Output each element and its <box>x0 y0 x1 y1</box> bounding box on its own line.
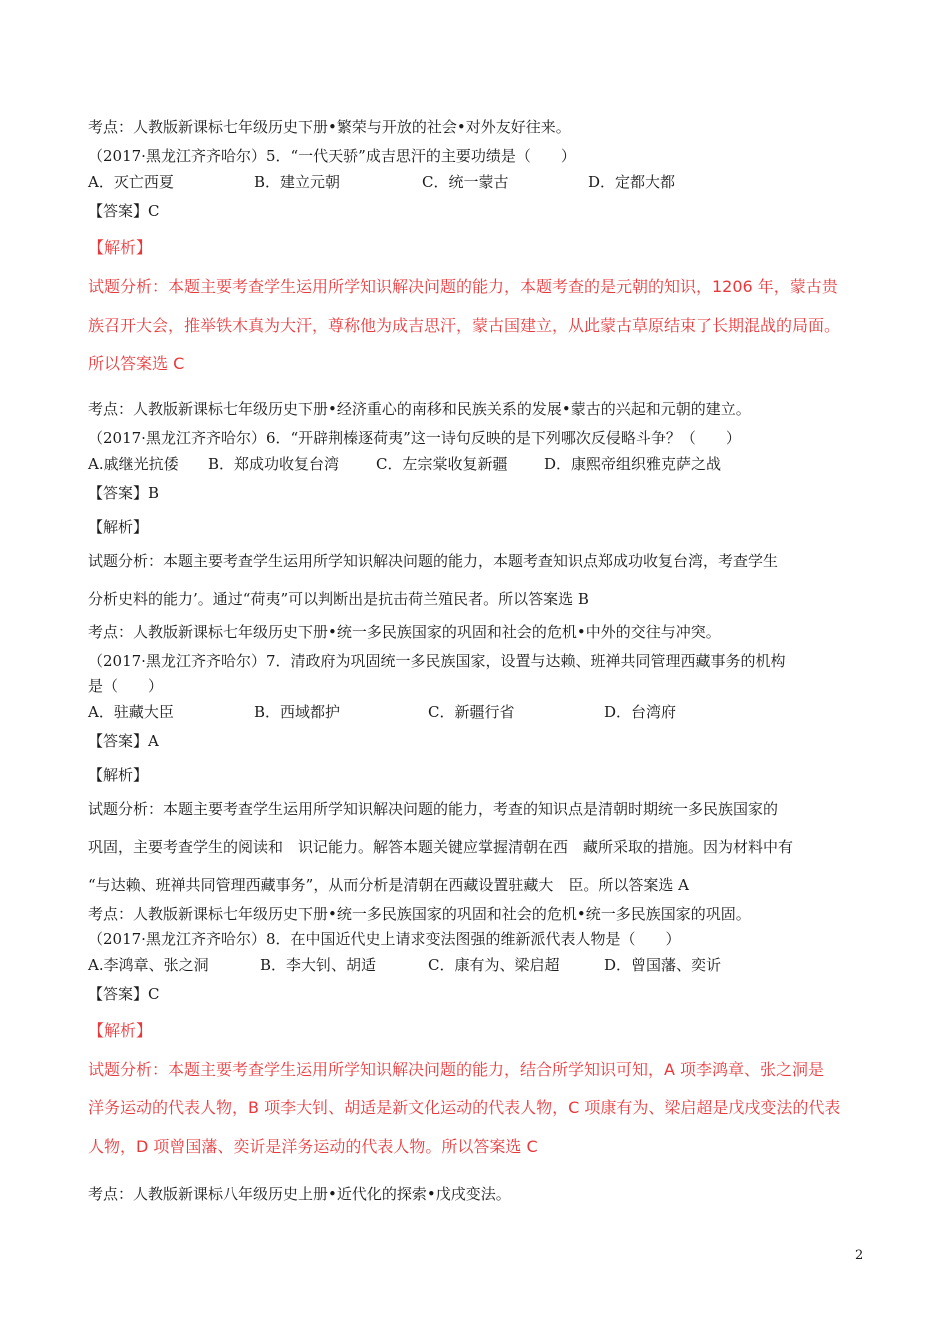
option-c: C．左宗棠收复新疆 <box>376 455 508 473</box>
analysis-line: 试题分析：本题主要考查学生运用所学知识解决问题的能力，考查的知识点是清朝时期统一多民族国家的 <box>88 800 779 818</box>
analysis-line: 试题分析：本题主要考查学生运用所学知识解决问题的能力，结合所学知识可知，A 项李鸿章、张之洞是 <box>88 1060 825 1079</box>
analysis-heading-7: 【解析】 <box>88 766 149 784</box>
analysis-line: 试题分析：本题主要考查学生运用所学知识解决问题的能力，本题考查知识点郑成功收复台湾，考查学生 <box>88 552 779 570</box>
options-row-7 <box>88 702 868 722</box>
analysis-heading-5: 【解析】 <box>88 238 153 257</box>
option-d: D．台湾府 <box>604 703 677 721</box>
analysis-line: “与达赖、班禅共同管理西藏事务”，从而分析是清朝在西藏设置驻藏大 臣。所以答案选 A <box>88 876 689 894</box>
question-stem-8: （2017·黑龙江齐齐哈尔）8．在中国近代史上请求变法图强的维新派代表人物是（ ） <box>88 930 681 948</box>
answer-6: 【答案】B <box>88 484 160 502</box>
option-c: C．康有为、梁启超 <box>428 956 560 974</box>
question-stem-5: （2017·黑龙江齐齐哈尔）5．“一代天骄”成吉思汗的主要功绩是（ ） <box>88 147 576 165</box>
option-a: A.戚继光抗倭 <box>88 455 179 473</box>
analysis-line: 巩固，主要考查学生的阅读和 识记能力。解答本题关键应掌握清朝在西 藏所采取的措施。因为材料中有 <box>88 838 794 856</box>
topic-line: 考点：人教版新课标七年级历史下册•繁荣与开放的社会•对外友好往来。 <box>88 118 571 136</box>
analysis-line: 试题分析：本题主要考查学生运用所学知识解决问题的能力，本题考查的是元朝的知识，1206 年，蒙古贵 <box>88 277 838 296</box>
option-d: D．曾国藩、奕䜣 <box>604 956 722 974</box>
option-b: B．建立元朝 <box>254 173 341 191</box>
option-a: A.李鸿章、张之洞 <box>88 956 209 974</box>
analysis-heading-6: 【解析】 <box>88 518 149 536</box>
topic-line: 考点：人教版新课标八年级历史上册•近代化的探索•戊戌变法。 <box>88 1185 511 1203</box>
analysis-line: 分析史料的能力’。通过“荷夷”可以判断出是抗击荷兰殖民者。所以答案选 B <box>88 590 589 608</box>
option-a: A．驻藏大臣 <box>88 703 174 721</box>
topic-line: 考点：人教版新课标七年级历史下册•统一多民族国家的巩固和社会的危机•中外的交往与冲突。 <box>88 623 721 641</box>
analysis-line: 人物，D 项曾国藩、奕䜣是洋务运动的代表人物。所以答案选 C <box>88 1137 538 1156</box>
options-row-8 <box>88 955 868 975</box>
analysis-line: 所以答案选 C <box>88 354 185 373</box>
options-row-5 <box>88 172 868 192</box>
options-row-6 <box>88 454 868 474</box>
question-stem-7: （2017·黑龙江齐齐哈尔）7．清政府为巩固统一多民族国家，设置与达赖、班禅共同管理西藏事务的机构 <box>88 652 786 670</box>
option-b: B．西域都护 <box>254 703 341 721</box>
analysis-heading-8: 【解析】 <box>88 1021 153 1040</box>
option-d: D．定都大都 <box>588 173 676 191</box>
answer-7: 【答案】A <box>88 732 159 750</box>
option-b: B．李大钊、胡适 <box>260 956 377 974</box>
answer-5: 【答案】C <box>88 202 160 220</box>
page-number: 2 <box>855 1248 864 1263</box>
answer-8: 【答案】C <box>88 985 160 1003</box>
topic-line: 考点：人教版新课标七年级历史下册•经济重心的南移和民族关系的发展•蒙古的兴起和元朝的建立。 <box>88 400 751 418</box>
option-a: A．灭亡西夏 <box>88 173 174 191</box>
topic-line: 考点：人教版新课标七年级历史下册•统一多民族国家的巩固和社会的危机•统一多民族国家的巩固。 <box>88 905 751 923</box>
option-b: B．郑成功收复台湾 <box>208 455 340 473</box>
option-d: D．康熙帝组织雅克萨之战 <box>544 455 722 473</box>
option-c: C．统一蒙古 <box>422 173 509 191</box>
question-stem-6: （2017·黑龙江齐齐哈尔）6．“开辟荆榛逐荷夷”这一诗句反映的是下列哪次反侵略斗争？（ ） <box>88 429 741 447</box>
option-c: C．新疆行省 <box>428 703 515 721</box>
analysis-line: 族召开大会，推举铁木真为大汗，尊称他为成吉思汗，蒙古国建立，从此蒙古草原结束了长期混战的局面。 <box>88 316 841 335</box>
question-stem-7-cont: 是（ ） <box>88 677 164 695</box>
analysis-line: 洋务运动的代表人物，B 项李大钊、胡适是新文化运动的代表人物，C 项康有为、梁启超是戊戌变法的代表 <box>88 1098 841 1117</box>
